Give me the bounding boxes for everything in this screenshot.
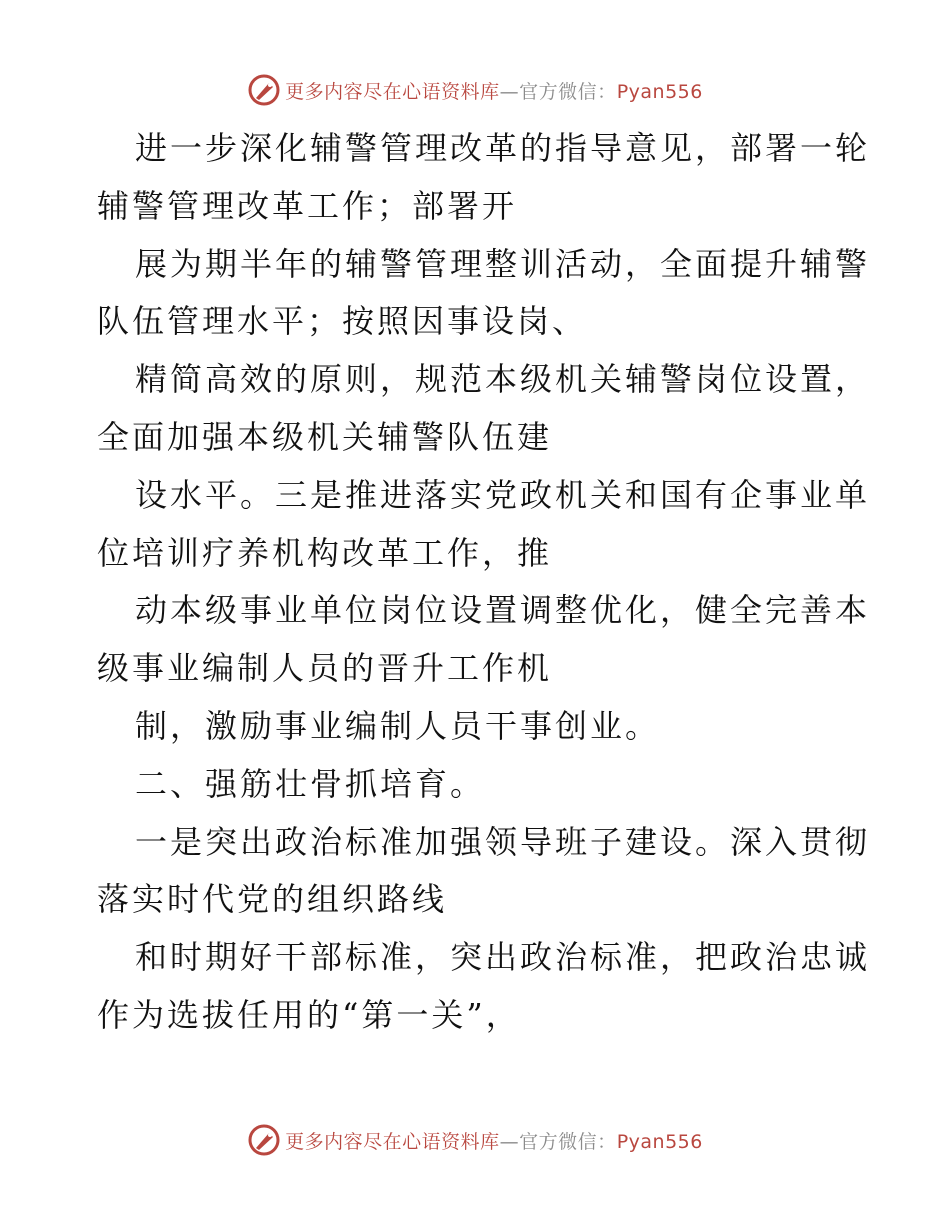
body-line: 动本级事业单位岗位设置调整优化，健全完善本 — [135, 591, 871, 630]
body-line: 全面加强本级机关辅警队伍建 — [97, 417, 553, 456]
body-line: 位培训疗养机构改革工作，推 — [97, 533, 553, 572]
footer-watermark-banner — [0, 1120, 950, 1160]
body-line: 制，激励事业编制人员干事创业。 — [135, 706, 661, 745]
body-line: 一是突出政治标准加强领导班子建设。深入贯彻 — [135, 822, 871, 861]
watermark-text — [285, 77, 703, 104]
body-line: 进一步深化辅警管理改革的指导意见，部署一轮 — [135, 129, 871, 167]
body-line: 作为选拔任用的“第一关”， — [97, 995, 521, 1034]
body-line: 队伍管理水平；按照因事设岗、 — [97, 302, 588, 341]
watermark-dash: — — [499, 80, 520, 103]
document-body — [97, 120, 871, 1045]
watermark-text — [285, 1127, 703, 1154]
watermark-wechat-label: 官方微信： — [519, 1130, 617, 1153]
watermark-wechat-id: Pyan556 — [616, 1130, 703, 1153]
watermark-wechat-id: Pyan556 — [616, 80, 703, 103]
body-line: 辅警管理改革工作；部署开 — [97, 186, 518, 225]
watermark-site-text: 更多内容尽在心语资料库 — [285, 1130, 500, 1153]
body-line: 展为期半年的辅警管理整训活动，全面提升辅警 — [135, 244, 871, 283]
pen-nib-circle-icon — [247, 1123, 281, 1157]
header-watermark-banner — [0, 70, 950, 110]
body-line: 和时期好干部标准，突出政治标准，把政治忠诚 — [135, 938, 871, 977]
body-line: 精简高效的原则，规范本级机关辅警岗位设置， — [135, 360, 871, 399]
pen-nib-circle-icon — [247, 73, 281, 107]
watermark-wechat-label: 官方微信： — [519, 80, 617, 103]
section-heading: 二、强筋壮骨抓培育。 — [135, 764, 486, 803]
watermark-dash: — — [499, 1130, 520, 1153]
body-line: 设水平。三是推进落实党政机关和国有企事业单 — [135, 475, 871, 514]
body-line: 落实时代党的组织路线 — [97, 880, 448, 919]
body-line: 级事业编制人员的晋升工作机 — [97, 649, 553, 688]
watermark-site-text: 更多内容尽在心语资料库 — [285, 80, 500, 103]
